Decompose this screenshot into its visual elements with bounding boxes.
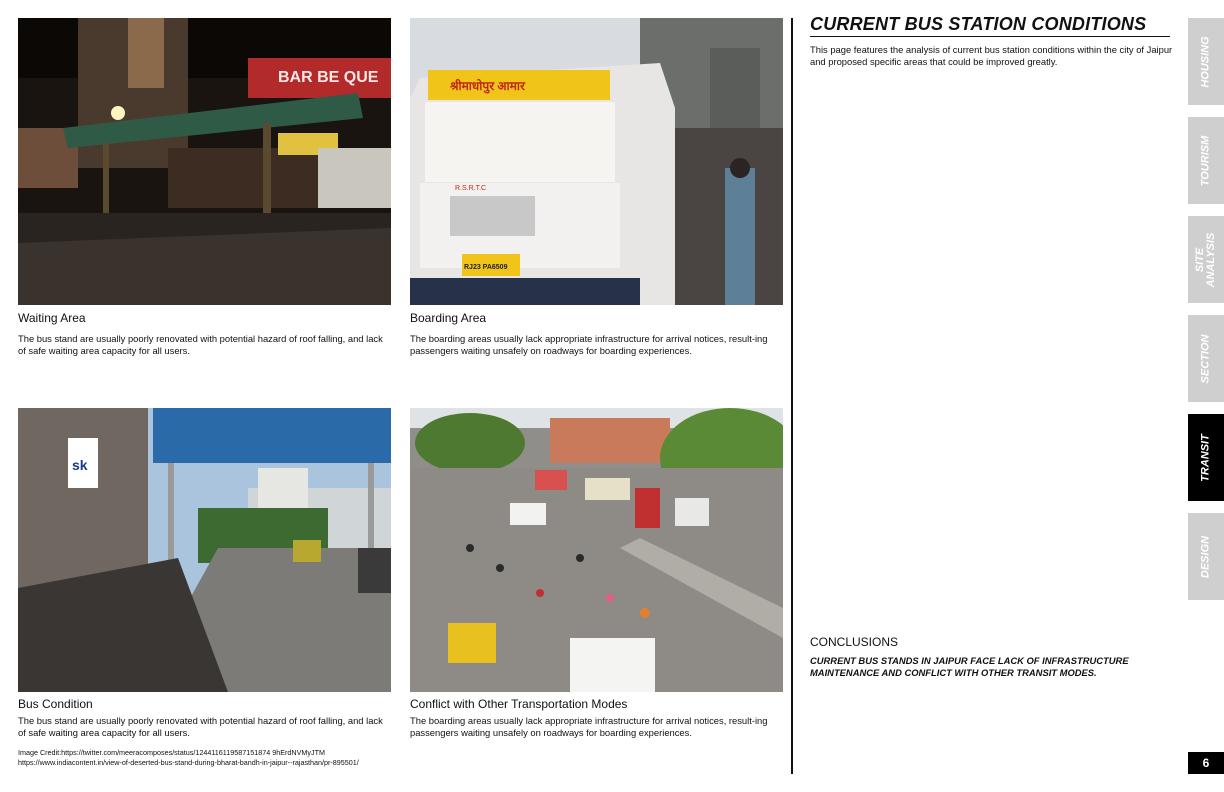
bbq-sign-text: BAR BE QUE bbox=[278, 69, 379, 86]
sk-logo-text: sk bbox=[72, 457, 88, 473]
plate-text: RJ23 PA6509 bbox=[464, 264, 508, 271]
tab-section[interactable] bbox=[1188, 315, 1224, 402]
bus-route-text: श्रीमाधोपुर आमार bbox=[450, 79, 525, 93]
tab-transit-label: TRANSIT bbox=[1199, 433, 1212, 482]
image-credit-line-2: https://www.indiacontent.in/view-of-deserted-bus-stand-during-bharat-bandh-in-jaipur--rajasthan/pr-895501/ bbox=[18, 758, 359, 767]
tab-site-analysis[interactable] bbox=[1188, 216, 1224, 303]
boarding-area-photo bbox=[410, 18, 783, 305]
boarding-area-title: Boarding Area bbox=[410, 311, 487, 325]
intro-text: This page features the analysis of current bus station conditions within the city of Jaipur and proposed specific areas that could be improved greatly. bbox=[810, 44, 1173, 67]
waiting-area-photo bbox=[18, 18, 391, 305]
page-number: 6 bbox=[1188, 752, 1224, 774]
title-underline bbox=[810, 36, 1170, 37]
boarding-area-text: The boarding areas usually lack appropriate infrastructure for arrival notices, result-ing passengers waiting unsafely on roadways for boarding experiences. bbox=[410, 333, 768, 356]
column-divider bbox=[791, 18, 793, 774]
tab-design-label: DESIGN bbox=[1199, 535, 1212, 578]
traffic-conflict-text: The boarding areas usually lack appropriate infrastructure for arrival notices, result-ing passengers waiting unsafely on roadways for boarding experiences. bbox=[410, 715, 768, 738]
tab-tourism-label: TOURISM bbox=[1199, 135, 1212, 186]
conclusions-heading: CONCLUSIONS bbox=[810, 635, 899, 649]
tab-design[interactable] bbox=[1188, 513, 1224, 600]
conclusions-text: CURRENT BUS STANDS IN JAIPUR FACE LACK OF INFRASTRUCTURE MAINTENANCE AND CONFLICT WITH OTHER TRANSIT MODES. bbox=[810, 655, 1129, 678]
tab-transit[interactable] bbox=[1188, 414, 1224, 501]
traffic-conflict-title: Conflict with Other Transportation Modes bbox=[410, 697, 628, 711]
tab-tourism[interactable] bbox=[1188, 117, 1224, 204]
bus-condition-photo bbox=[18, 408, 391, 692]
image-credit bbox=[18, 748, 418, 768]
image-credit-line-1: Image Credit:https://twitter.com/meeracomposes/status/1244116119587151874 9hErdNVMyJTM bbox=[18, 748, 325, 757]
waiting-area-text: The bus stand are usually poorly renovated with potential hazard of roof falling, and lack of safe waiting area capacity for all users. bbox=[18, 333, 383, 356]
bus-code-text: R.S.R.T.C bbox=[455, 185, 487, 192]
tab-site-analysis-label: SITE ANALYSIS bbox=[1194, 232, 1217, 287]
waiting-area-title: Waiting Area bbox=[18, 311, 86, 325]
tab-housing[interactable] bbox=[1188, 18, 1224, 105]
bus-condition-text: The bus stand are usually poorly renovated with potential hazard of roof falling, and lack of safe waiting area capacity for all users. bbox=[18, 715, 383, 738]
tab-housing-label: HOUSING bbox=[1199, 35, 1212, 88]
tab-section-label: SECTION bbox=[1199, 334, 1212, 383]
traffic-conflict-photo bbox=[410, 408, 783, 692]
page-title: CURRENT BUS STATION CONDITIONS bbox=[810, 14, 1147, 34]
bus-condition-title: Bus Condition bbox=[18, 697, 93, 711]
